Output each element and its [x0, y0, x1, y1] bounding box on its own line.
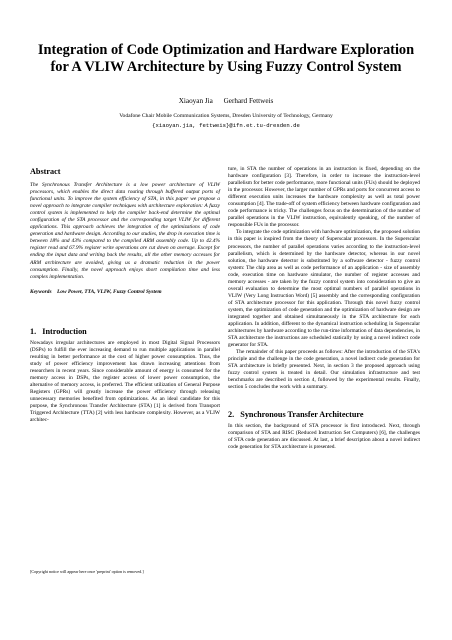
paper-title: Integration of Code Optimization and Hardware Exploration for A VLIW Architecture by Using Fuzzy Control System — [37, 42, 415, 75]
left-column — [30, 166, 220, 424]
paper-affiliation: Vodafone Chair Mobile Communication Systems, Dresden University of Technology, Germany — [119, 113, 333, 119]
keywords-line: Keywords Low Power, TTA, VLIW, Fuzzy Control System — [30, 288, 162, 295]
abstract-heading: Abstract — [30, 167, 61, 176]
section2-text: In this section, the background of STA processor is first introduced. Next, through comparison of STA and RISC (Reduced Instruction Set Computers) [6], the challenges of STA code generation are discussed. At last, a brief description about a novel indirect code generation for STA architecture is presented. — [228, 422, 420, 450]
right-para-3: The remainder of this paper proceeds as follows: After the introduction of the STA's principle and the challenge in the code generation, a novel indirect code generation for STA architecture is briefly presented. Next, in section 3 the proposed approach using fuzzy control system is treated in detail. Our simulation infrastructure and test benchmarks are described in section 4, followed by the experimental results. Finally, section 5 concludes the work with a summary. — [228, 349, 420, 391]
section2-heading: 2. Synchronous Transfer Architecture — [228, 409, 364, 419]
right-column — [228, 166, 420, 451]
copyright-notice: [Copyright notice will appear here once 'preprint' option is removed.] — [30, 569, 144, 574]
right-para-2: To integrate the code optimization with hardware optimization, the proposed solution in this paper is inspired from the theory of Superscalar processors. In the Superscalar processors, the number of parallel operations varies according to the instruction-level parallelism, which is determined by the hardware detector, whereas in our novel solution, the hardware detector is substituted by a software detector - fuzzy control system: The chip area as well as code performance of an application - size of assembly code, execution time on hardware simulator, the number of register accesses and memory accesses - are taken by the fuzzy control system into consideration to give an overall evaluation to determine the most optimal numbers of parallel operations in VLIW (Very Long Instruction Word) [5] assembly and the corresponding configuration of STA architecture processor for this application. Through this novel fuzzy control system, the optimization of code generation and the optimization of hardware design are integrated together and obtained simultaneously in the STA architecture for each application. In addition, different to the dynamical instruction scheduling in Superscalar architectures by hardware according to the run-time information of data dependencies, in STA architecture the instructions are scheduled statically by using a novel indirect code generator for STA. — [228, 229, 420, 349]
introduction-heading: 1. Introduction — [30, 326, 87, 336]
abstract-text: The Synchronous Transfer Architecture is a low power architecture of VLIW processors, which enables the direct data routing through buffered output ports of functional units. To improve the system efficiency of STA, in this paper we propose a novel approach to integrate compiler techniques with architecture exploration: A fuzzy control system is implemented to help the compiler back-end determine the optimal configuration of the STA processor and the corresponding target VLIW for different applications. This approach achieves the integration of the optimizations of code generation and hardware design. According to our studies, the drop in execution time is between 18% and 43% compared to the compiled ARM assembly code. Up to 42.4% register read and 67.9% register write operations are cut down on average. Except for ending the input data and writing back the results, all the other memory accesses for ARM architecture are avoided, giving us a dramatic reduction in the power consumption. Finally, the novel approach enjoys short compilation time and less complex implementation. — [30, 182, 220, 280]
right-para-1: ture, in STA the number of operations in an instruction is fixed, depending on the hardware configuration [3]. Therefore, in order to increase the instruction-level parallelism for better code performance, more functional units (FUs) should be deployed in the processor. However, the larger number of GPRs and ports for concurrent access to different execution units increases the hardware complexity as well as total power consumption [4]. The trade-off of system efficiency between hardware configuration and code performance is tricky. The challenges focus on the determination of the number of parallel operations in the VLIW instruction, equivalently speaking, of the number of responsible FUs in the processor. — [228, 166, 420, 229]
paper-authors: Xiaoyan Jia Gerhard Fettweis — [178, 97, 274, 105]
paper-email: {xiaoyan.jia, fettweis}@ifn.et.tu-dresden.de — [152, 122, 300, 129]
introduction-text: Nowadays irregular architectures are employed in most Digital Signal Processors (DSPs) to fulfill the ever increasing demand to run multiple applications in parallel resulting in better performance at the cost of higher power consumption. Thus, the study of power efficiency improvement has drawn increasing attentions from researchers in recent years. Since considerable amount of energy is consumed for the memory access in DSPs, the register access of lower power consumption, the alternative of memory access, is preferred. The efficient utilization of General Purpose Registers (GPRs) will greatly increase the power efficiency through releasing unnecessary memories benefited from optimizations. As an ideal candidate for this purpose, the Synchronous Transfer Architecture (STA) [1] is derived from Transport Triggered Architecture (TTA) [2] with less hardware complexity. However, as a VLIW architec- — [30, 339, 220, 424]
